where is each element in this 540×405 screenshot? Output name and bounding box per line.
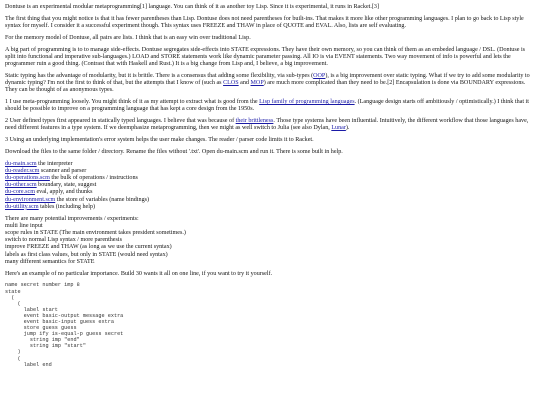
mop-link[interactable]: MOP (250, 80, 264, 86)
file-item (5, 204, 535, 211)
intro-paragraph-5 (5, 73, 535, 95)
file-link-du-reader[interactable]: du-reader.scm (5, 167, 40, 174)
file-desc: the store of variables (name bindings) (55, 196, 150, 203)
file-desc: boundary, state, suggest (36, 182, 97, 189)
footnote-2-text-b: . Those type systems have been influential. Intuitively, the different workflow that those languages have, need different features in a type system. If we deemphasize metaprogramming, then we might as well switch to Julia (see also Dylan, (5, 118, 529, 132)
footnote-2-text-c: ). (345, 125, 350, 132)
footnote-2-text-a: 2 User defined types first appeared in statically typed languages. I believe that was because of (5, 118, 236, 124)
p5-text-a: Static typing has the advantage of modularity, but it is brittle. There is a consensus that adding some flexibility, via sub-types ( (5, 72, 314, 79)
intro-paragraph-4: A big part of programming is to to manage side-effects. Dontuse segregates side-effects into STATE expressions. They have their own memory, so you can think of them as an embeded language / DSL. (Dontuse is split into functional and imperative sub-languages.) LOAD and STORE statements work like dynamic parameter passing. All IO is via EVENT statements. Two way movement of info is powerful and lets the programmer ruin a good thing. (Contrast that with Haskell and Rust.) It is a big change from Lisp and, I believe, a big improvement. (5, 46, 526, 67)
file-link-du-main[interactable]: du-main.scm (5, 160, 37, 167)
code-example: name secret number imp 8 state ( ( label start event basic-output message extra event basic-input guess extra store guess guess jump ify is-equal-p guess secret string imp "end" string imp "start" ) ( label end (5, 282, 124, 368)
file-desc: eval, apply, and thunks (34, 189, 93, 196)
improvement-item: multi line input (5, 222, 43, 229)
improvement-item: switch to normal Lisp syntax / more parenthesis (5, 237, 122, 244)
p5-text-b: ), is a big improvement over static typing. What if we try to add some modularity to dynamic typing? I'm not the first to think of that, but the attempts that I know of (such as (5, 72, 530, 86)
download-instructions: Download the files to the same folder / directory. Rename the files without '.txt'. Open du-main.scm and run it. There is some built in help. (5, 148, 343, 155)
file-link-du-environment[interactable]: du-environment.scm (5, 196, 56, 203)
intro-paragraph-2: The first thing that you might notice is that it has fewer parentheses than Lisp. Dontuse does not need parentheses for built-ins. That makes it more like other programming languages. I plan to go back to Lisp style syntax for myself. I consider it a successful experiment though. This syntax uses FREEZE and THAW in place of QUOTE and EVAL. Also, lists are self evaluating. (5, 15, 524, 29)
lunar-link[interactable]: Lunar (331, 125, 346, 132)
footnote-2 (5, 118, 535, 132)
clos-link[interactable]: CLOS (223, 80, 239, 86)
oop-link[interactable]: OOP (313, 72, 326, 79)
intro-paragraph-1: Dontuse is an experimental modular metaprogramming[1] language. You can think of it as another toy Lisp. Since it is experimental, it runs in Racket.[3] (5, 4, 380, 10)
file-item (5, 182, 535, 189)
file-item (5, 168, 535, 175)
improvements-list (5, 216, 535, 266)
improvement-item: scope rules in STATE (The main environment takes president sometimes.) (5, 230, 186, 237)
file-desc: scanner and parser (39, 167, 87, 174)
file-link-du-other[interactable]: du-other.scm (5, 182, 37, 189)
improvement-item: improve FREEZE and THAW (as long as we use the current syntax) (5, 244, 172, 251)
file-list (5, 161, 535, 211)
file-item (5, 197, 535, 204)
file-item (5, 189, 535, 196)
footnote-1-text-b: . (Language design starts off ambitiously / optimistically.) I think that it should be possible to improve on a programming language that has kept a core design from the 1950s. (5, 99, 529, 113)
footnote-1-text-a: 1 I use meta-programming loosely. You might think of it as my attempt to extract what is good from the (5, 99, 260, 105)
p5-text-c: and (238, 80, 251, 86)
improvement-item: labels as first class values, but only in STATE (would need syntax) (5, 251, 168, 258)
file-link-du-utility[interactable]: du-utility.scm (5, 203, 39, 210)
improvements-heading: There are many potential improvements / experiments: (5, 215, 139, 222)
lisp-family-link[interactable]: Lisp family of programming languages (259, 99, 355, 105)
improvement-item: many different semantics for STATE (5, 258, 95, 265)
file-link-du-operations[interactable]: du-operations.scm (5, 175, 50, 181)
footnote-3: 3 Using an underlying implementation's error system helps the user make changes. The reader / parser code limits it to Racket. (5, 137, 314, 143)
example-intro: Here's an example of no particular importance. Build 30 wants it all on one line, if you want to try it yourself. (5, 270, 273, 277)
footnote-1 (5, 99, 535, 113)
file-desc: the interpreter (36, 160, 73, 167)
p5-text-d: ) are much more complicated than they need to be.[2] Encapsulation is done via BOUNDARY expressions. They can be thought of as anonymous types. (5, 80, 526, 94)
file-item (5, 161, 535, 168)
file-desc: tables (including help) (38, 203, 95, 210)
file-link-du-core[interactable]: du-core.scm (5, 189, 35, 196)
file-item (5, 175, 535, 182)
brittleness-link[interactable]: their brittleness (235, 118, 274, 124)
intro-paragraph-3: For the memory model of Dontuse, all pairs are lists. I think that is an easy win over traditional Lisp. (5, 34, 251, 41)
file-desc: the bulk of operations / instructions (49, 175, 138, 181)
